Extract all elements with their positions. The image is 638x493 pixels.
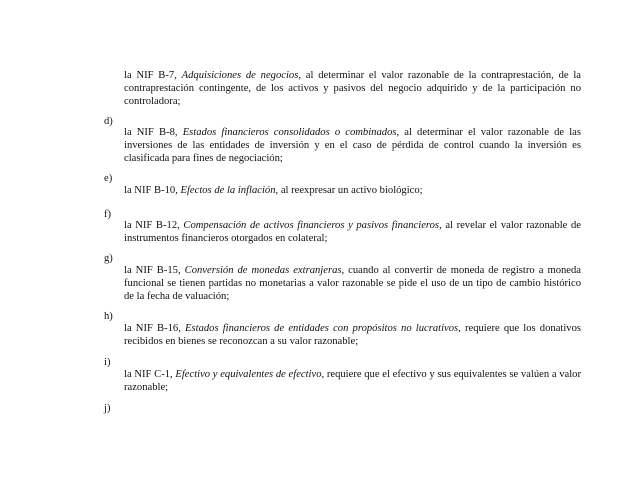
list-marker: d): [104, 116, 113, 127]
standard-title: Efectivo y equivalentes de efectivo: [175, 369, 322, 380]
paragraph-nif-b7: la NIF B-7, Adquisiciones de negocios, al determinar el valor razonable de la contraprestación, de la contraprestación contingente, de los activos y pasivos del negocio adquirido y de la participación no controladora;: [124, 70, 582, 108]
standard-title: Conversión de monedas extranjeras: [184, 265, 342, 276]
paragraph-nif-b15: la NIF B-15, Conversión de monedas extranjeras, cuando al convertir de moneda de registro a moneda funcional se tienen partidas no monetarias a valor razonable se pide el uso de un tipo de cambio histórico de la fecha de valuación;: [124, 265, 581, 303]
standard-title: Estados financieros consolidados o combinados: [182, 127, 397, 138]
list-marker: j): [104, 403, 111, 414]
standard-title: Adquisiciones de negocios: [181, 70, 299, 81]
list-marker: i): [104, 357, 111, 368]
standard-title: Estados financieros de entidades con propósitos no lucrativos: [185, 323, 459, 334]
paragraph-nif-b16: la NIF B-16, Estados financieros de entidades con propósitos no lucrativos, requiere que los donativos recibidos en bienes se reconozcan a su valor razonable;: [124, 323, 582, 348]
standard-title: Compensación de activos financieros y pasivos financieros: [183, 220, 440, 231]
paragraph-nif-b10: la NIF B-10, Efectos de la inflación, al reexpresar un activo biológico;: [124, 185, 423, 196]
standard-title: Efectos de la inflación: [180, 185, 276, 196]
paragraph-nif-c1: la NIF C-1, Efectivo y equivalentes de efectivo, requiere que el efectivo y sus equivalentes se valúen a valor razonable;: [124, 369, 581, 394]
list-marker: e): [104, 173, 113, 184]
list-marker: h): [104, 311, 113, 322]
paragraph-nif-b8: la NIF B-8, Estados financieros consolidados o combinados, al determinar el valor razonable de las inversiones de las entidades de inversión y en el caso de pérdida de control cuando la inversión es clasificada para fines de negociación;: [124, 127, 581, 165]
list-marker: f): [104, 209, 112, 220]
paragraph-nif-b12: la NIF B-12, Compensación de activos financieros y pasivos financieros, al revelar el valor razonable de instrumentos financieros otorgados en colateral;: [124, 220, 581, 245]
list-marker: g): [104, 253, 113, 264]
